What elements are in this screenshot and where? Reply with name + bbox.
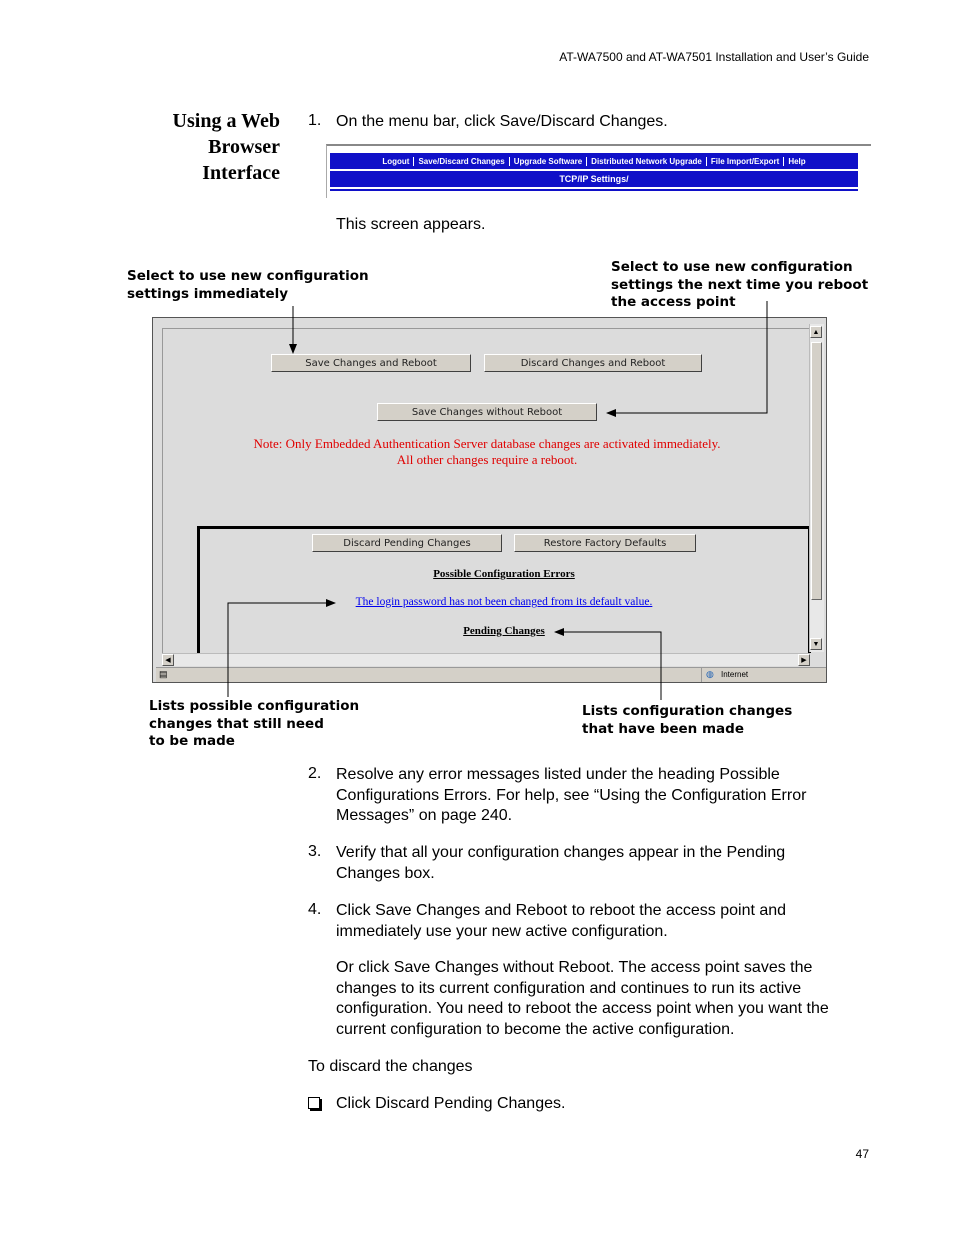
text-line: configuration. You need to reboot the access point when you want the: [336, 1000, 829, 1017]
menu-item-save-discard[interactable]: Save/Discard Changes: [414, 157, 509, 166]
page-number: 47: [855, 1147, 869, 1161]
callout-line: settings immediately: [127, 285, 289, 302]
discard-intro: To discard the changes: [308, 1058, 473, 1075]
pending-changes-heading: Pending Changes: [463, 625, 545, 637]
text-line: Messages” on page 240.: [336, 807, 513, 824]
menu-item-distributed-upgrade[interactable]: Distributed Network Upgrade: [587, 157, 707, 166]
menu-item-upgrade-software[interactable]: Upgrade Software: [510, 157, 587, 166]
step-4-alternative-text: [336, 958, 829, 1040]
scroll-left-icon[interactable]: ◀: [162, 654, 174, 666]
text-line: Or click Save Changes without Reboot. The access point saves the: [336, 959, 813, 976]
page-icon: ▤: [159, 669, 168, 679]
scroll-up-icon[interactable]: ▲: [810, 326, 822, 338]
callout-line: Select to use new configuration: [127, 268, 369, 284]
step-4-text: [336, 901, 786, 942]
status-zone: Internet: [721, 670, 749, 679]
callout-line: Lists possible configuration: [149, 698, 360, 714]
possible-errors-heading: Possible Configuration Errors: [433, 568, 575, 580]
step-2-text: [336, 765, 806, 827]
callout-line: settings the next time you reboot: [611, 276, 869, 293]
text-line: changes to its current configuration and continues to run its active: [336, 979, 802, 997]
menu-item-logout[interactable]: Logout: [378, 157, 414, 166]
save-changes-and-reboot-button[interactable]: Save Changes and Reboot: [271, 354, 471, 372]
text-line: current configuration to become the active configuration.: [336, 1020, 735, 1038]
callout-bottom-right: [582, 703, 792, 738]
discard-changes-and-reboot-button[interactable]: Discard Changes and Reboot: [484, 354, 702, 372]
error-link[interactable]: The login password has not been changed from its default value.: [355, 596, 653, 608]
callout-bottom-left: [149, 698, 359, 751]
text-line: Resolve any error messages listed under the heading Possible: [336, 766, 780, 783]
text-line: Configurations Errors. For help, see “Using the Configuration Error: [336, 786, 807, 804]
step-1-text: On the menu bar, click Save/Discard Changes.: [336, 113, 668, 130]
discard-pending-changes-button[interactable]: Discard Pending Changes: [312, 534, 502, 552]
callout-line: changes that still need: [149, 715, 324, 732]
step-number: 2.: [308, 765, 322, 782]
menu-item-help[interactable]: Help: [788, 156, 806, 166]
callout-line: that have been made: [582, 720, 744, 737]
note-line-1: Note: Only Embedded Authentication Server database changes are activated immediately.: [253, 436, 721, 451]
screen-appears-text: This screen appears.: [336, 216, 486, 233]
text-line: Click Save Changes and Reboot to reboot the access point and: [336, 902, 787, 919]
globe-icon: ◍: [706, 669, 714, 679]
section-heading-line: Interface: [202, 162, 280, 184]
section-heading-line: Browser: [208, 136, 280, 158]
discard-bullet-text: Click Discard Pending Changes.: [336, 1095, 566, 1112]
callout-line: the access point: [611, 294, 736, 310]
text-line: immediately use your new active configuration.: [336, 922, 668, 940]
callout-line-top-right: [607, 301, 767, 413]
callout-line-bottom-left: [228, 603, 335, 697]
checkbox-bullet-icon: [308, 1097, 320, 1109]
section-heading-line: Using a Web: [172, 110, 280, 132]
step-number: 3.: [308, 843, 322, 860]
menu-item-file-import-export[interactable]: File Import/Export: [707, 157, 784, 166]
menu-subtitle: TCP/IP Settings/: [330, 171, 858, 187]
text-line: Verify that all your configuration changes appear in the Pending: [336, 844, 786, 861]
restore-factory-defaults-button[interactable]: Restore Factory Defaults: [514, 534, 696, 552]
scroll-down-icon[interactable]: ▼: [810, 638, 822, 650]
callout-line: to be made: [149, 733, 235, 749]
note-line-2: All other changes require a reboot.: [396, 452, 578, 467]
callout-line-bottom-right: [555, 632, 661, 700]
callout-line: Select to use new configuration: [611, 259, 853, 275]
running-header: AT-WA7500 and AT-WA7501 Installation and User’s Guide: [559, 50, 869, 64]
text-line: Changes box.: [336, 864, 435, 882]
step-number: 4.: [308, 901, 322, 918]
scroll-right-icon[interactable]: ▶: [798, 654, 810, 666]
step-3-text: [336, 843, 785, 884]
callout-line: Lists configuration changes: [582, 703, 793, 719]
save-changes-without-reboot-button[interactable]: Save Changes without Reboot: [377, 403, 597, 421]
step-number: 1.: [308, 112, 322, 129]
